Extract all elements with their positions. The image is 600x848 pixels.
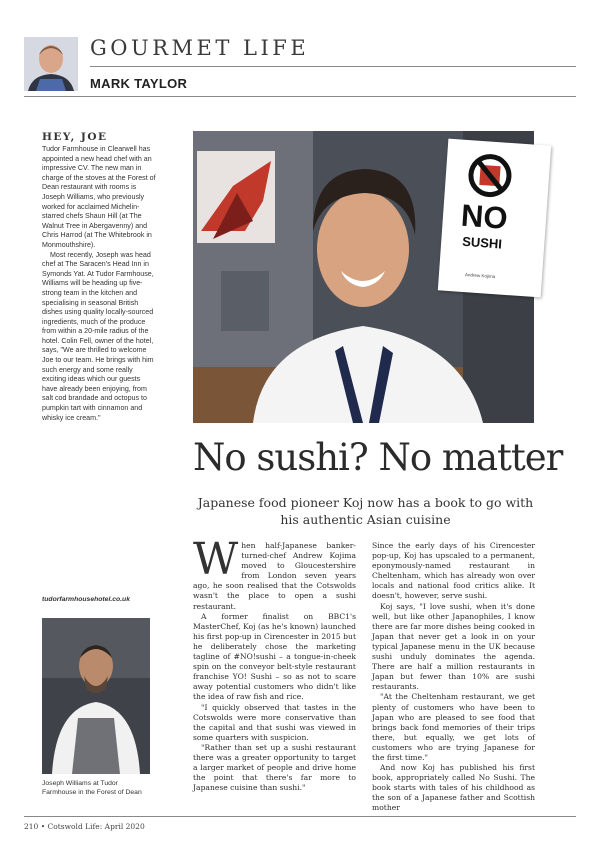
article-paragraph: "I quickly observed that tastes in the Cotswolds were more conservative than the capital and that sushi was viewed in some quarters with suspicion. xyxy=(193,702,356,742)
sidebar-paragraph: Most recently, Joseph was head chef at The Saracen's Head Inn in Symonds Yat. At Tudor Farmhouse, Williams will be heading up five-strong team in the kitchen and specialising in seasonal British dishes using quality locally-sourced ingredients, much of the produce from within a 20-mile radius of the hotel. Colin Fell, owner of the hotel, says, "We are thrilled to welcome Joe to our team. He brings with him such energy and some really exciting ideas which our guests have already been enjoying, from salt cod brandade and octopus to pumpkin tart with cinnamon and whisky ice cream." xyxy=(42,250,154,422)
sidebar-url[interactable]: tudorfarmhousehotel.co.uk xyxy=(42,596,130,603)
article-column-2 xyxy=(372,541,535,814)
article-paragraph: Since the early days of his Cirencester pop-up, Koj has upscaled to a permanent, eponymously-named restaurant in Cheltenham, which has already won over locals and national food critics alike. It doesn't, however, serve sushi. xyxy=(372,541,535,601)
author-avatar xyxy=(24,37,78,91)
article-paragraph: A former finalist on BBC1's MasterChef, Koj (as he's known) launched his first pop-up in Cirencester in 2015 but he deliberately chose the marketing tagline of #NO!sushi – a tongue-in-cheek spin on the conveyor belt-style restaurant franchise YO! Sushi – so as not to scare away potential customers who didn't like the idea of raw fish and rice. xyxy=(193,611,356,702)
footer-rule xyxy=(24,816,576,817)
book-title-sushi: SUSHI xyxy=(461,233,503,252)
page-footer: 210 • Cotswold Life: April 2020 xyxy=(24,822,145,831)
article-paragraph: When half-Japanese banker-turned-chef Andrew Kojima moved to Gloucestershire from London seven years ago, he soon realised that the Cotswolds wasn't the place to open a sushi restaurant. xyxy=(193,534,356,611)
section-title: GOURMET LIFE xyxy=(90,36,310,60)
author-name: MARK TAYLOR xyxy=(90,76,188,91)
sidebar-title: HEY, JOE xyxy=(42,131,108,143)
book-title-no: NO xyxy=(459,197,509,236)
sidebar-paragraph: Tudor Farmhouse in Clearwell has appointed a new head chef with an impressive CV. The new man in charge of the stoves at the Forest of Dean restaurant with rooms is Joseph Williams, who previously worked for acclaimed Michelin-starred chefs Shaun Hill (at The Walnut Tree in Abergavenny) and Chris Harrod (at The Whitebrook in Monmouthshire). xyxy=(42,145,156,249)
article-paragraph: "At the Cheltenham restaurant, we get plenty of customers who have been to Japan who are pleased to see food that brings back fond memories of their trips there, but equally, we get lots of customers who are trying Japanese for the first time." xyxy=(372,692,535,762)
book-author: Andrew Kojima xyxy=(464,272,496,280)
article-standfirst: Japanese food pioneer Koj now has a book to go with his authentic Asian cuisine xyxy=(197,495,534,527)
chef-photo xyxy=(42,618,150,774)
chef-photo-caption: Joseph Williams at Tudor Farmhouse in the Forest of Dean xyxy=(42,780,142,796)
book-cover xyxy=(438,139,551,298)
article-paragraph: "Rather than set up a sushi restaurant there was a greater opportunity to target a larger market of people and drive home the point that there's far more to Japanese cuisine than sushi." xyxy=(193,742,356,793)
article-headline: No sushi? No matter xyxy=(193,436,563,479)
header-rule-top xyxy=(90,66,576,67)
article-paragraph: Koj says, "I love sushi, when it's done well, but like other Japanophiles, I know there are far more dishes being cooked in Japan that never get a look in on your typical Japanese menu in the UK because sushi unduly dominates the agenda. There are half a million restaurants in Japan but fewer than 10% are sushi restaurants. xyxy=(372,601,535,692)
article-column-1 xyxy=(193,534,356,793)
header-rule-bottom xyxy=(24,96,576,97)
article-paragraph: And now Koj has published his first book, appropriately called No Sushi. The book starts with tales of his childhood as the son of a Japanese father and Scottish mother xyxy=(372,763,535,813)
sidebar-body xyxy=(42,145,157,423)
drop-cap: W xyxy=(193,534,239,585)
